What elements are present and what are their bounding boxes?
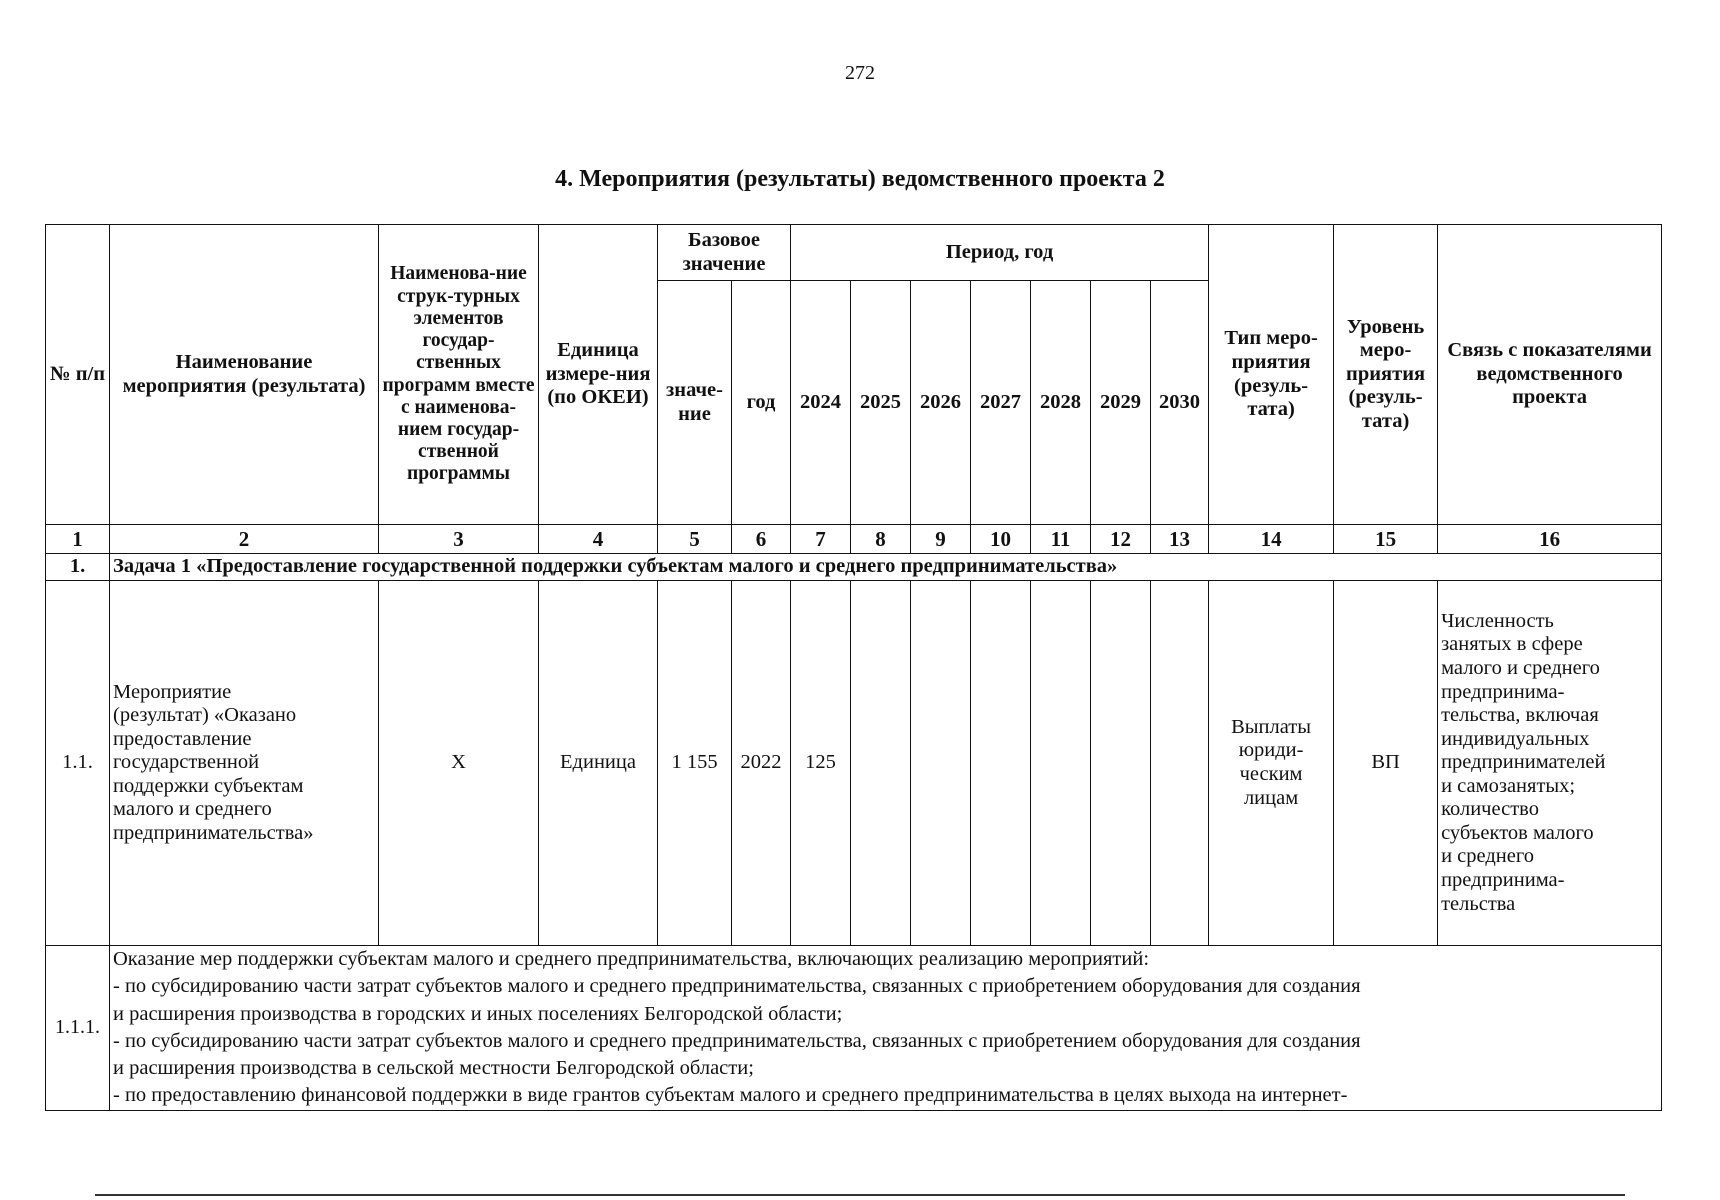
header-year-2027: 2027 — [971, 281, 1031, 525]
header-year-2025: 2025 — [851, 281, 911, 525]
column-number: 5 — [658, 525, 732, 554]
column-number: 3 — [379, 525, 539, 554]
column-number: 14 — [1209, 525, 1334, 554]
header-year-2028: 2028 — [1031, 281, 1091, 525]
item-number: 1.1. — [46, 581, 110, 946]
item-name-line: государственной — [113, 751, 260, 774]
column-number: 4 — [539, 525, 658, 554]
column-number: 11 — [1031, 525, 1091, 554]
item-name — [110, 581, 379, 946]
item-link-line: и среднего — [1441, 845, 1534, 868]
item-name-line: предпринимательства» — [113, 821, 314, 844]
subitem-line: и расширения производства в городских и иных поселениях Белгородской области; — [113, 1002, 843, 1025]
task-row — [46, 554, 1662, 581]
item-link-line: предпринима- — [1441, 869, 1565, 892]
item-link-line: малого и среднего — [1441, 656, 1600, 679]
subitem-line: - по субсидированию части затрат субъектов малого и среднего предпринимательства, связанных с приобретением оборудования для создания — [113, 975, 1361, 998]
column-number: 16 — [1438, 525, 1662, 554]
column-number: 7 — [791, 525, 851, 554]
header-base-year: год — [732, 281, 791, 525]
column-number: 9 — [911, 525, 971, 554]
item-link-line: занятых в сфере — [1441, 633, 1583, 656]
item-name-line: малого и среднего — [113, 798, 272, 821]
column-number: 8 — [851, 525, 911, 554]
subitem-row — [46, 946, 1662, 1111]
item-type-line: юриди- — [1238, 739, 1304, 762]
header-year-2026: 2026 — [911, 281, 971, 525]
task-title: Задача 1 «Предоставление государственной поддержки субъектам малого и среднего предпринимательства» — [110, 554, 1662, 581]
item-link-line: предпринимателей — [1441, 751, 1606, 774]
item-link-line: количество — [1441, 798, 1539, 821]
header-type: Тип меро-приятия (резуль-тата) — [1209, 225, 1334, 525]
item-value-2024: 125 — [791, 581, 851, 946]
item-value-2027 — [971, 581, 1031, 946]
item-base-year: 2022 — [732, 581, 791, 946]
section-title: 4. Мероприятия (результаты) ведомственного проекта 2 — [555, 166, 1165, 192]
item-link — [1438, 581, 1662, 946]
item-value-2025 — [851, 581, 911, 946]
header-level: Уровень меро-приятия (резуль-тата) — [1334, 225, 1438, 525]
header-base-value: значе-ние — [658, 281, 732, 525]
header-num: № п/п — [46, 225, 110, 525]
item-value-2026 — [911, 581, 971, 946]
item-link-line: и самозанятых; — [1441, 774, 1576, 797]
header-link: Связь с показателями ведомственного проекта — [1438, 225, 1662, 525]
item-base-value: 1 155 — [658, 581, 732, 946]
measures-table — [45, 224, 1662, 1111]
item-type-line: лицам — [1243, 786, 1299, 809]
column-number: 6 — [732, 525, 791, 554]
subitem-number: 1.1.1. — [46, 946, 110, 1111]
page-number: 272 — [845, 62, 875, 84]
item-name-line: Мероприятие — [113, 680, 232, 703]
header-structural: Наименова-ние струк-турных элементов государ-ственных программ вместе с наименова-нием государ-ственной программы — [379, 225, 539, 525]
item-row — [46, 581, 1662, 946]
subitem-line: Оказание мер поддержки субъектам малого и среднего предпринимательства, включающих реализацию мероприятий: — [113, 948, 1150, 970]
column-number: 2 — [110, 525, 379, 554]
item-value-2028 — [1031, 581, 1091, 946]
item-link-line: тельства — [1441, 892, 1516, 915]
item-structural: X — [379, 581, 539, 946]
header-unit: Единица измере-ния (по ОКЕИ) — [539, 225, 658, 525]
subitem-line: и расширения производства в сельской местности Белгородской области; — [113, 1057, 754, 1079]
header-year-2024: 2024 — [791, 281, 851, 525]
header-name: Наименование мероприятия (результата) — [110, 225, 379, 525]
column-number: 10 — [971, 525, 1031, 554]
item-name-line: (результат) «Оказано — [113, 704, 297, 727]
item-type — [1209, 581, 1334, 946]
item-value-2030 — [1151, 581, 1209, 946]
item-link-line: субъектов малого — [1441, 821, 1594, 844]
column-number: 15 — [1334, 525, 1438, 554]
item-type-line: ческим — [1239, 763, 1303, 785]
item-name-line: предоставление — [113, 727, 252, 750]
page-bottom-rule — [95, 1194, 1625, 1196]
column-number: 13 — [1151, 525, 1209, 554]
task-number: 1. — [46, 554, 110, 581]
item-value-2029 — [1091, 581, 1151, 946]
subitem-line: - по субсидированию части затрат субъектов малого и среднего предпринимательства, связанных с приобретением оборудования для создания — [113, 1029, 1361, 1052]
item-name-line: поддержки субъектам — [113, 774, 304, 797]
item-level: ВП — [1334, 581, 1438, 946]
header-base-group: Базовое значение — [658, 225, 791, 281]
header-period-group: Период, год — [791, 225, 1209, 281]
item-link-line: предпринима- — [1441, 680, 1565, 703]
column-number: 1 — [46, 525, 110, 554]
column-numbers-row — [46, 525, 1662, 554]
item-link-line: тельства, включая — [1441, 704, 1599, 727]
header-year-2029: 2029 — [1091, 281, 1151, 525]
subitem-description — [110, 946, 1662, 1111]
item-link-line: Численность — [1441, 609, 1554, 632]
column-number: 12 — [1091, 525, 1151, 554]
item-type-line: Выплаты — [1231, 715, 1312, 738]
subitem-line: - по предоставлению финансовой поддержки в виде грантов субъектам малого и среднего предпринимательства в целях выхода на интернет- — [113, 1084, 1348, 1107]
item-unit: Единица — [539, 581, 658, 946]
item-link-line: индивидуальных — [1441, 727, 1590, 750]
header-year-2030: 2030 — [1151, 281, 1209, 525]
